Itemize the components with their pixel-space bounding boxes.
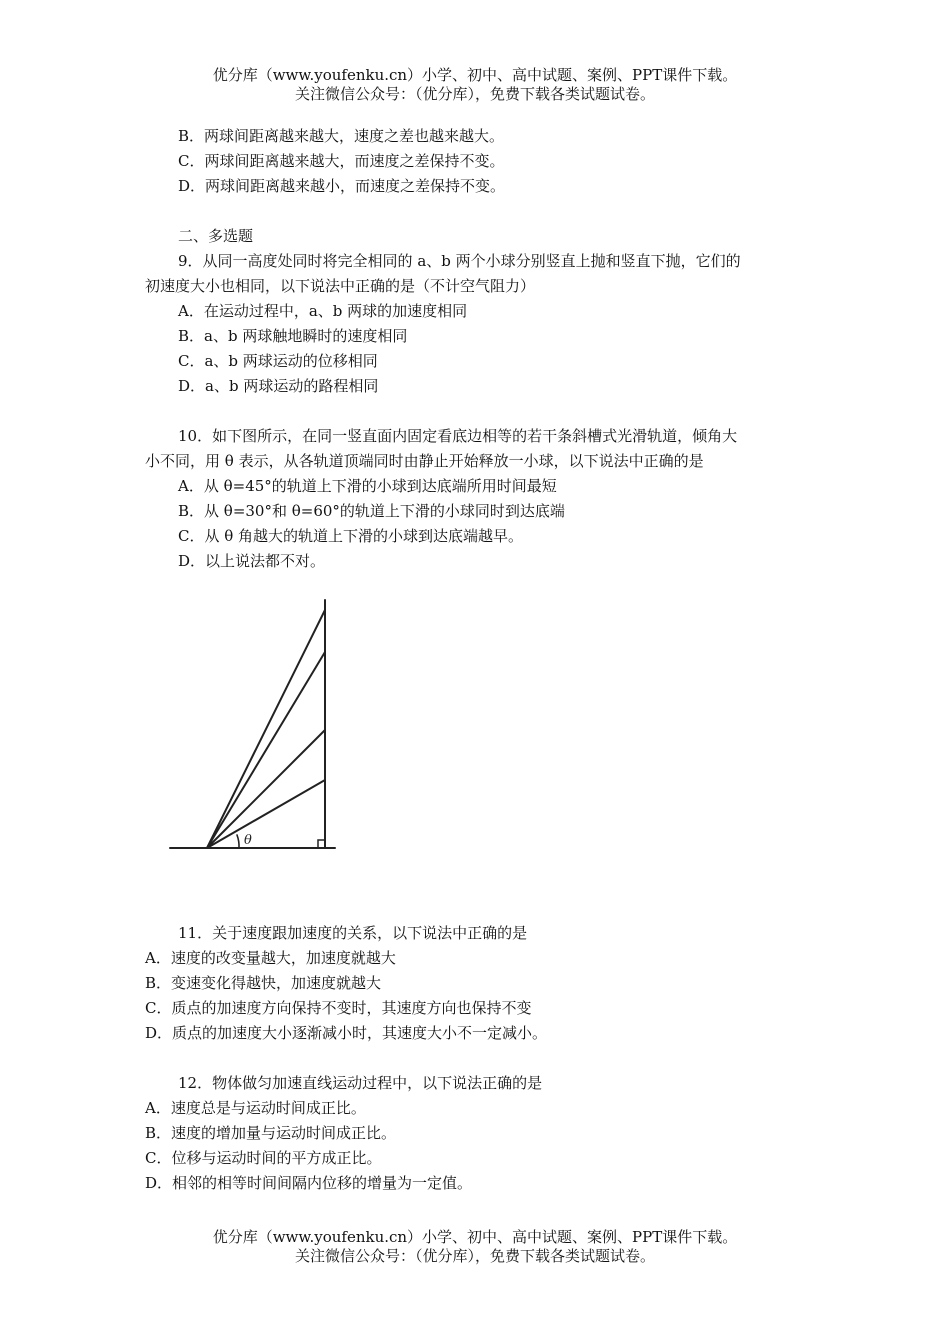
q12-option-c: C．位移与运动时间的平方成正比。 xyxy=(145,1149,382,1167)
q10-option-a: A．从 θ=45°的轨道上下滑的小球到达底端所用时间最短 xyxy=(178,477,557,495)
q11-option-c: C．质点的加速度方向保持不变时，其速度方向也保持不变 xyxy=(145,999,532,1017)
section-title: 二、多选题 xyxy=(178,227,254,245)
q8-option-b: B．两球间距离越来越大，速度之差也越来越大。 xyxy=(178,127,505,145)
page-header xyxy=(0,66,950,104)
q10-option-d: D．以上说法都不对。 xyxy=(178,552,326,570)
q12-option-a: A．速度总是与运动时间成正比。 xyxy=(145,1099,366,1117)
q9-stem-line-1: 9．从同一高度处同时将完全相同的 a、b 两个小球分别竖直上抛和竖直下抛，它们的 xyxy=(178,252,741,270)
q8-option-d: D．两球间距离越来越小，而速度之差保持不变。 xyxy=(178,177,506,195)
track-line-1 xyxy=(207,610,325,848)
q11-option-b: B．变速变化得越快，加速度就越大 xyxy=(145,974,382,992)
footer-line-2: 关注微信公众号：（优分库），免费下载各类试题试卷。 xyxy=(294,1247,655,1265)
q10-stem-line-1: 10．如下图所示，在同一竖直面内固定看底边相等的若干条斜槽式光滑轨道，倾角大 xyxy=(178,427,738,445)
q12-stem: 12．物体做匀加速直线运动过程中，以下说法正确的是 xyxy=(178,1074,543,1092)
q9-stem-line-2: 初速度大小也相同，以下说法中正确的是（不计空气阻力） xyxy=(145,277,536,295)
q10-option-c: C．从 θ 角越大的轨道上下滑的小球到达底端越早。 xyxy=(178,527,524,545)
track-line-2 xyxy=(207,652,325,848)
right-angle-marker xyxy=(318,840,325,848)
q9-option-c: C．a、b 两球运动的位移相同 xyxy=(178,352,378,370)
q8-option-c: C．两球间距离越来越大，而速度之差保持不变。 xyxy=(178,152,505,170)
q11-option-a: A．速度的改变量越大，加速度就越大 xyxy=(145,949,396,967)
q12-option-b: B．速度的增加量与运动时间成正比。 xyxy=(145,1124,397,1142)
q11-option-d: D．质点的加速度大小逐渐减小时，其速度大小不一定减小。 xyxy=(145,1024,548,1042)
page-footer xyxy=(0,1228,950,1266)
q10-option-b: B．从 θ=30°和 θ=60°的轨道上下滑的小球同时到达底端 xyxy=(178,502,565,520)
q11-stem: 11．关于速度跟加速度的关系，以下说法中正确的是 xyxy=(178,924,528,942)
q12-option-d: D．相邻的相等时间间隔内位移的增量为一定值。 xyxy=(145,1174,473,1192)
header-line-2: 关注微信公众号：（优分库），免费下载各类试题试卷。 xyxy=(294,85,655,103)
q10-stem-line-2: 小不同，用 θ 表示，从各轨道顶端同时由静止开始释放一小球，以下说法中正确的是 xyxy=(145,452,704,470)
incline-tracks-figure xyxy=(165,597,345,859)
angle-arc xyxy=(237,835,239,848)
q9-option-b: B．a、b 两球触地瞬时的速度相同 xyxy=(178,327,408,345)
footer-line-1: 优分库（www.youfenku.cn）小学、初中、高中试题、案例、PPT课件下载。 xyxy=(212,1228,738,1246)
header-line-1: 优分库（www.youfenku.cn）小学、初中、高中试题、案例、PPT课件下载。 xyxy=(212,66,738,84)
theta-label: θ xyxy=(244,833,252,848)
q9-option-d: D．a、b 两球运动的路程相同 xyxy=(178,377,379,395)
q9-option-a: A．在运动过程中，a、b 两球的加速度相同 xyxy=(178,302,468,320)
track-line-3 xyxy=(207,730,325,848)
